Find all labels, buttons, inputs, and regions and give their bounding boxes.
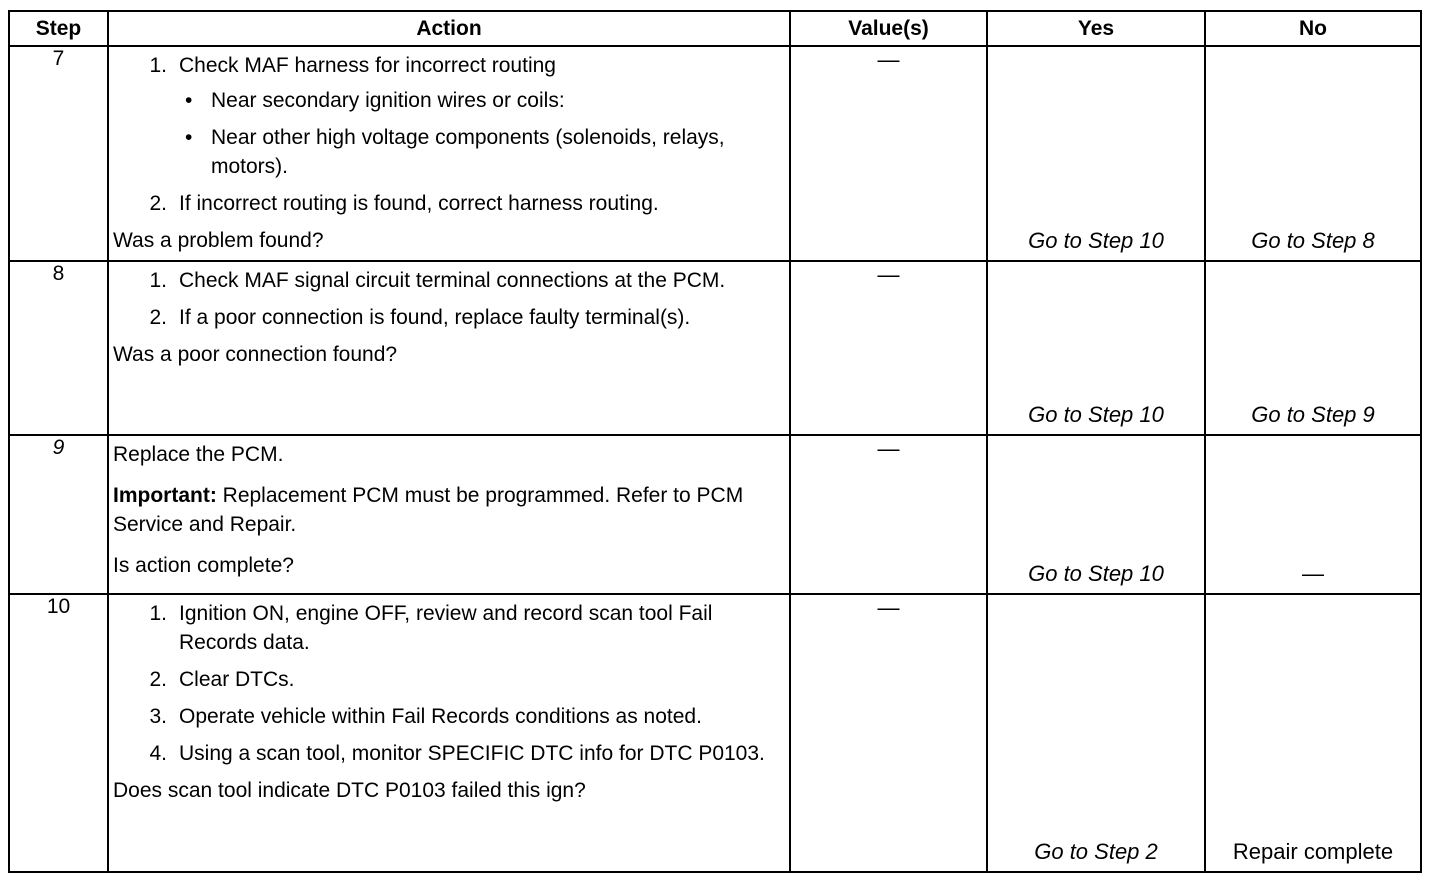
no-cell — [1205, 261, 1421, 435]
bullet-item — [179, 123, 783, 181]
value-cell: — — [790, 594, 987, 872]
no-answer: Go to Step 8 — [1251, 228, 1375, 253]
item-text: If incorrect routing is found, correct harness routing. — [179, 192, 659, 215]
item-number: 1. — [149, 54, 167, 77]
action-list — [113, 599, 783, 768]
no-cell — [1205, 594, 1421, 872]
bullet-text: Near secondary ignition wires or coils: — [211, 89, 565, 112]
action-cell — [108, 46, 790, 261]
action-text: Replace the PCM. — [113, 443, 284, 466]
bullet-icon: • — [185, 126, 193, 149]
item-number: 2. — [149, 668, 167, 691]
yes-answer: Go to Step 2 — [1034, 839, 1158, 864]
question-text: Was a poor connection found? — [113, 343, 398, 366]
list-item — [113, 665, 783, 694]
step-number: 8 — [9, 261, 108, 435]
step-number: 9 — [9, 435, 108, 594]
list-item — [113, 702, 783, 731]
step-number: 7 — [9, 46, 108, 261]
header-no: No — [1205, 11, 1421, 46]
item-text: Clear DTCs. — [179, 668, 295, 691]
yes-cell — [987, 594, 1205, 872]
no-answer: — — [1302, 561, 1324, 586]
important-note — [113, 481, 783, 539]
question-text: Is action complete? — [113, 554, 294, 577]
yes-answer: Go to Step 10 — [1028, 402, 1164, 427]
question-text: Does scan tool indicate DTC P0103 failed this ign? — [113, 779, 586, 802]
no-cell — [1205, 46, 1421, 261]
no-answer: Repair complete — [1232, 839, 1394, 864]
step-number: 10 — [9, 594, 108, 872]
bullet-text: Near other high voltage components (solenoids, relays, motors). — [211, 126, 725, 178]
item-number: 1. — [149, 602, 167, 625]
yes-answer: Go to Step 10 — [1028, 228, 1164, 253]
no-cell — [1205, 435, 1421, 594]
item-text: If a poor connection is found, replace faulty terminal(s). — [179, 306, 691, 329]
diagnostic-table — [8, 10, 1422, 873]
bullet-item — [179, 86, 783, 115]
item-number: 1. — [149, 269, 167, 292]
header-action: Action — [108, 11, 790, 46]
bullet-list — [179, 86, 783, 181]
action-cell — [108, 435, 790, 594]
list-item — [113, 599, 783, 657]
header-yes: Yes — [987, 11, 1205, 46]
item-text: Using a scan tool, monitor SPECIFIC DTC info for DTC P0103. — [179, 742, 765, 765]
item-number: 2. — [149, 306, 167, 329]
list-item — [113, 266, 783, 295]
table-row — [9, 261, 1421, 435]
item-text: Operate vehicle within Fail Records conditions as noted. — [179, 705, 702, 728]
table-row — [9, 594, 1421, 872]
action-cell — [108, 261, 790, 435]
list-item — [113, 51, 783, 181]
item-number: 4. — [149, 742, 167, 765]
action-list — [113, 51, 783, 218]
value-cell: — — [790, 46, 987, 261]
item-text: Check MAF harness for incorrect routing — [179, 54, 556, 77]
header-step: Step — [9, 11, 108, 46]
important-text: Replacement PCM must be programmed. Refer to PCM Service and Repair. — [113, 484, 744, 536]
header-row — [9, 11, 1421, 46]
yes-answer: Go to Step 10 — [1028, 561, 1164, 586]
item-number: 3. — [149, 705, 167, 728]
list-item — [113, 739, 783, 768]
header-values: Value(s) — [790, 11, 987, 46]
yes-cell — [987, 46, 1205, 261]
list-item — [113, 303, 783, 332]
no-answer: Go to Step 9 — [1251, 402, 1375, 427]
yes-cell — [987, 261, 1205, 435]
question-text: Was a problem found? — [113, 229, 324, 252]
yes-cell — [987, 435, 1205, 594]
value-cell: — — [790, 261, 987, 435]
important-label: Important: — [113, 484, 217, 507]
item-text: Ignition ON, engine OFF, review and record scan tool Fail Records data. — [179, 602, 713, 654]
action-cell — [108, 594, 790, 872]
action-list — [113, 266, 783, 332]
item-number: 2. — [149, 192, 167, 215]
bullet-icon: • — [185, 89, 193, 112]
item-text: Check MAF signal circuit terminal connections at the PCM. — [179, 269, 726, 292]
table-row — [9, 46, 1421, 261]
value-cell: — — [790, 435, 987, 594]
list-item — [113, 189, 783, 218]
table-row — [9, 435, 1421, 594]
